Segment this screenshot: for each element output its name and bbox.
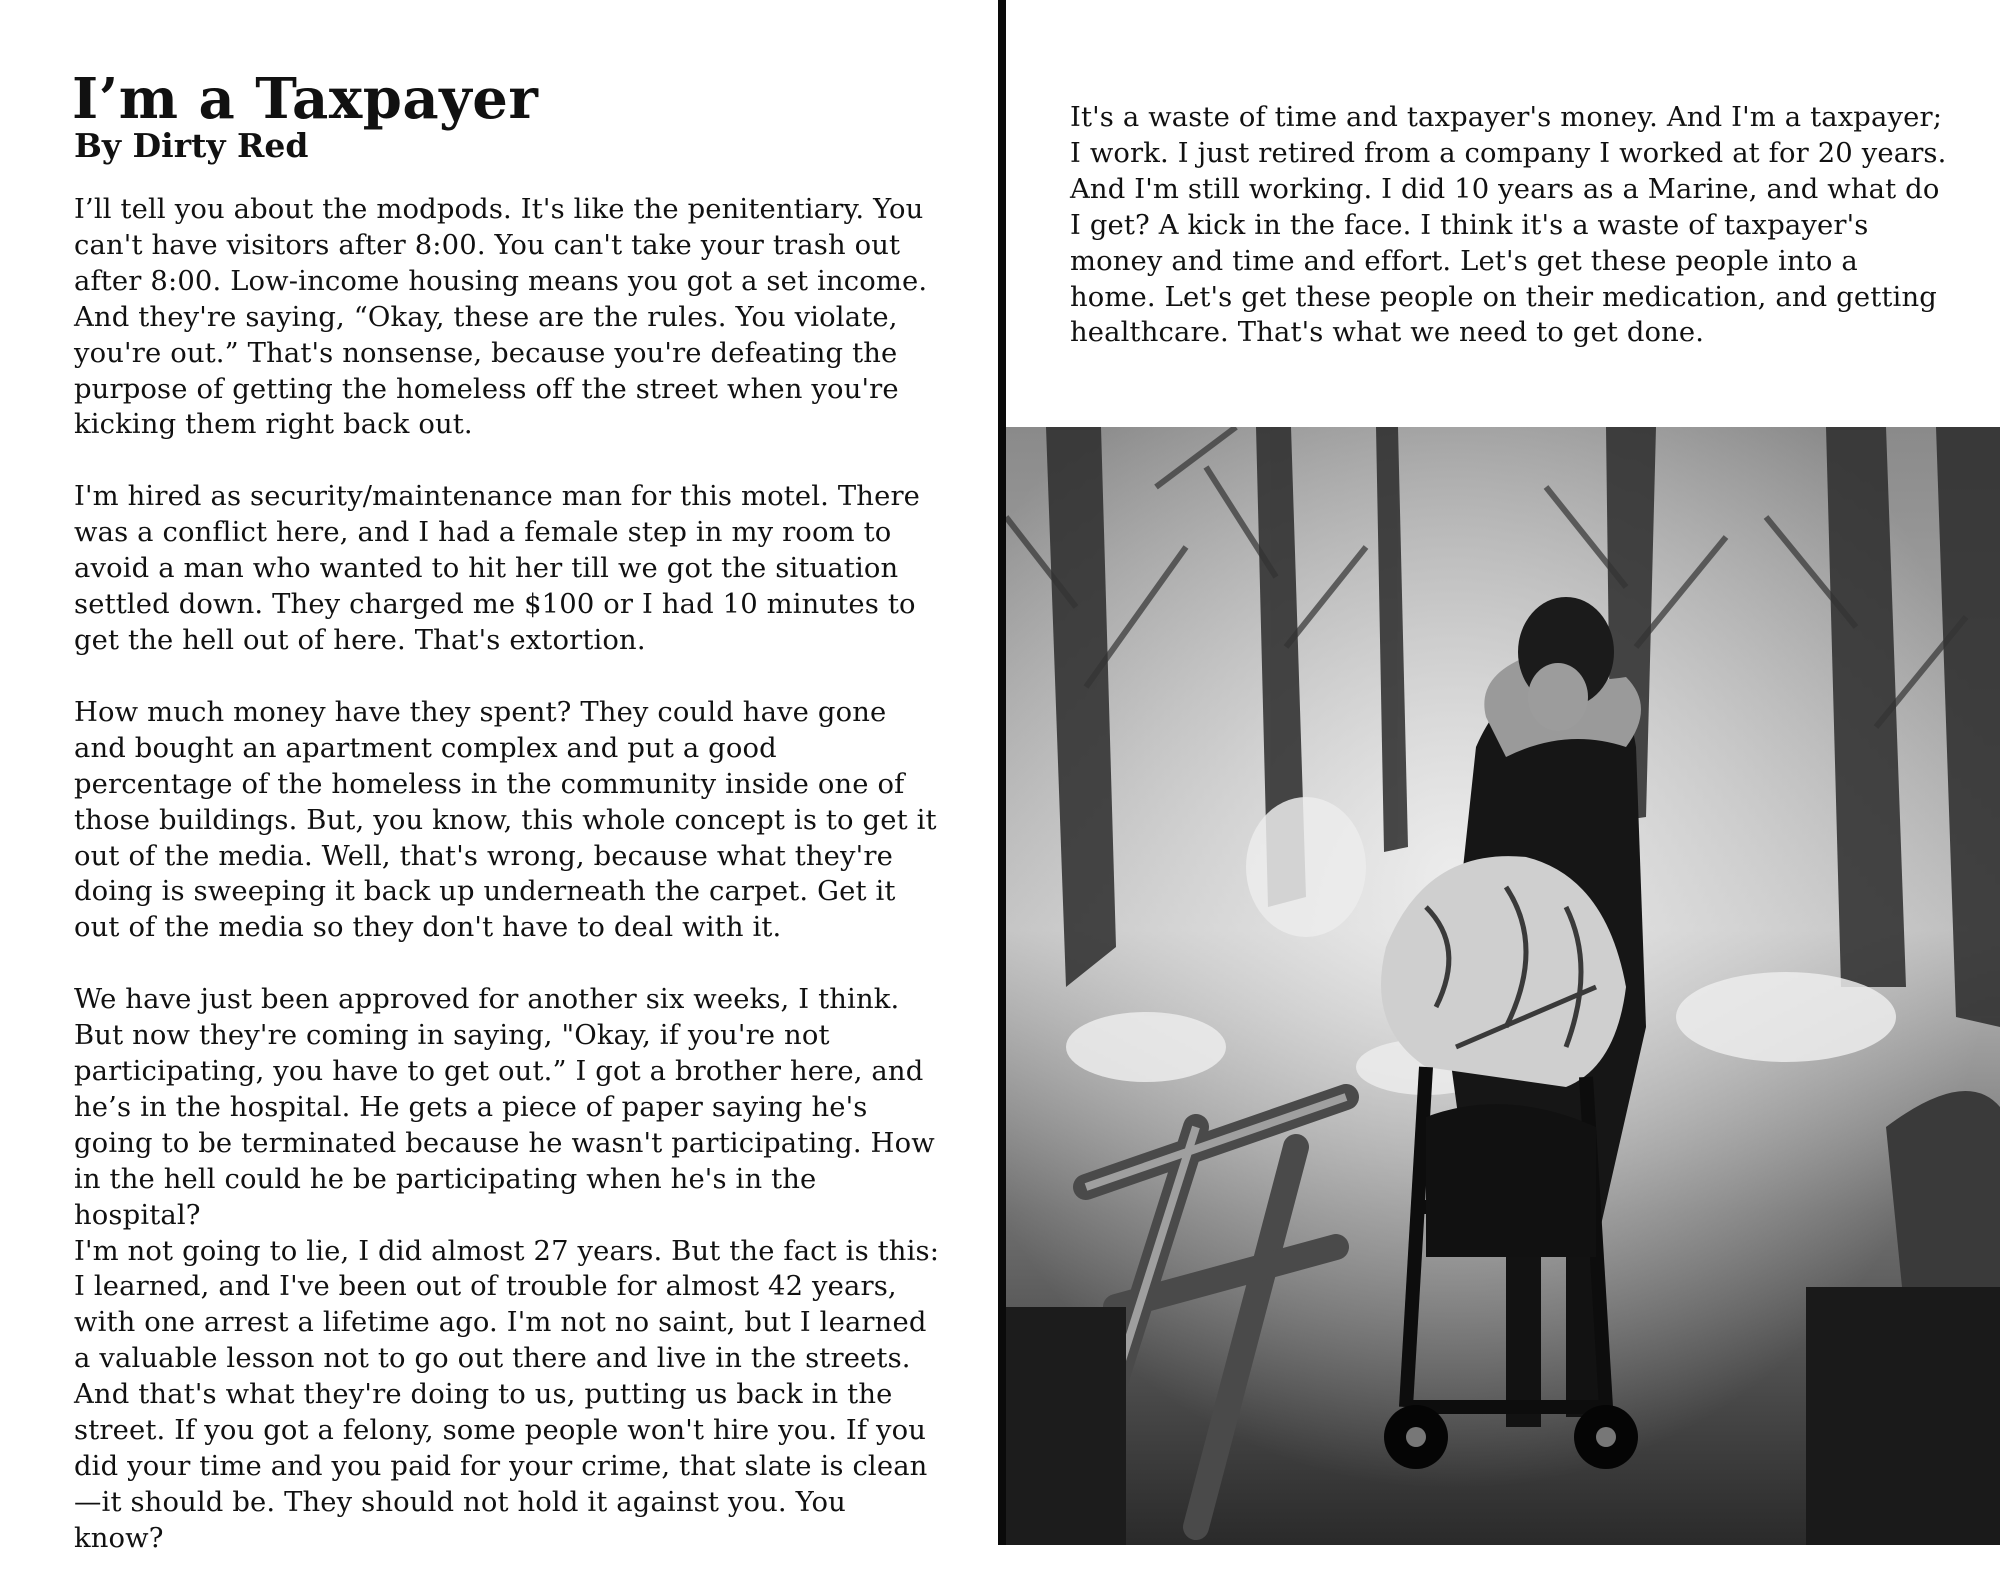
paragraph-felony: I'm not going to lie, I did almost 27 years. But the fact is this: I learned, and I've been out of trouble for almost 42 years, with one arrest a lifetime ago. I'm not no saint, but I learned a valuable lesson not to go out there and live in the streets. And that's what they're doing to us, putting us back in the street. If you got a felony, some people won't hire you. If you did your time and you paid for your crime, that slate is clean—it should be. They should not hold it against you. You know? — [74, 1235, 940, 1554]
article-byline: By Dirty Red — [74, 126, 309, 165]
page-spine — [998, 0, 1006, 1545]
right-page — [1006, 0, 2000, 1545]
paragraph-money: How much money have they spent? They could have gone and bought an apartment complex and put a good percentage of the homeless in the community inside one of those buildings. But, you know, this whole concept is to get it out of the media. Well, that's wrong, because what they're doing is sweeping it back up underneath the carpet. Get it out of the media so they don't have to deal with it. — [74, 696, 937, 944]
left-column-text — [74, 192, 942, 1593]
paragraph-six-weeks: We have just been approved for another six weeks, I think. But now they're coming in saying, "Okay, if you're not participating, you have to get out.” I got a brother here, and he’s in the hospital. He gets a piece of paper saying he's going to be terminated because he wasn't participating. How in the hell could he be participating when he's in the hospital? — [74, 984, 935, 1231]
article-title: I’m a Taxpayer — [72, 66, 539, 132]
photo-illustration — [1006, 427, 2000, 1545]
left-page — [0, 0, 998, 1554]
article-photo — [1006, 427, 2000, 1545]
paragraph-taxpayer: It's a waste of time and taxpayer's money. And I'm a taxpayer; I work. I just retired from a company I worked at for 20 years. And I'm still working. I did 10 years as a Marine, and what do I get? A kick in the face. I think it's a waste of taxpayer's money and time and effort. Let's get these people into a home. Let's get these people on their medication, and getting healthcare. That's what we need to get done. — [1070, 102, 1947, 349]
paragraph-modpods: I’ll tell you about the modpods. It's like the penitentiary. You can't have visitors after 8:00. You can't take your trash out after 8:00. Low-income housing means you got a set income. And they're saying, “Okay, these are the rules. You violate, you're out.” That's nonsense, because you're defeating the purpose of getting the homeless off the street when you're kicking them right back out. — [74, 194, 928, 441]
paragraph-motel: I'm hired as security/maintenance man for this motel. There was a conflict here, and I had a female step in my room to avoid a man who wanted to hit her till we got the situation settled down. They charged me $100 or I had 10 minutes to get the hell out of here. That's extortion. — [74, 481, 921, 656]
right-column-text — [1070, 100, 1950, 387]
